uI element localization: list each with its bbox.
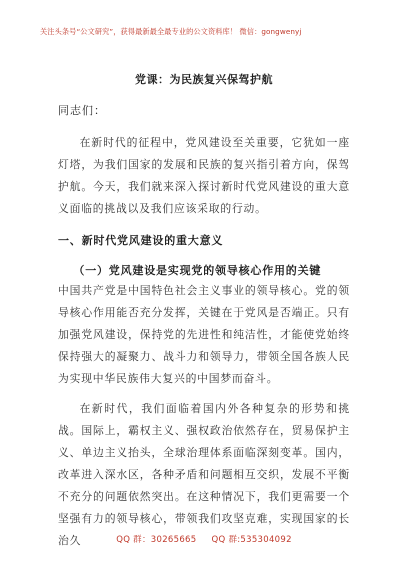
paragraph-spacer <box>58 390 350 398</box>
greeting: 同志们： <box>58 104 106 117</box>
footer-banner <box>0 534 408 546</box>
document-title: 党课：为民族复兴保驾护航 <box>135 73 273 86</box>
body-paragraph-2: 在新时代，我们面临着国内外各种复杂的形势和挑战。国际上，霸权主义、强权政治依然存在，贸易保护主义、单边主义抬头，全球治理体系面临深刻变革。国内，改革进入深水区，各种矛盾和问题相互交织，发展不平衡不充分的问题依然突出。在这种情况下，我们更需要一个坚强有力的领导核心，带领我们攻坚克难，实现国家的长治久 <box>58 402 350 547</box>
footer-qq-group-2: QQ 群:535304092 <box>211 535 292 545</box>
intro-paragraph: 在新时代的征程中，党风建设至关重要，它犹如一座灯塔，为我们国家的发展和民族的复兴指引着方向，保驾护航。今天，我们就来深入探讨新时代党风建设的重大意义面临的挑战以及我们应该采取的行动。 <box>58 136 350 215</box>
header-banner: 关注头条号“公文研究”，获得最新最全最专业的公文资料库！ 微信：gongwenyj <box>40 27 302 36</box>
footer-qq-group-1: QQ 群：30265665 <box>116 535 197 545</box>
document-body <box>58 62 350 552</box>
section-heading: 一、新时代党风建设的重大意义 <box>58 234 224 247</box>
subsection-heading: （一）党风建设是实现党的领导核心作用的关键 <box>73 264 322 277</box>
body-paragraph-1: 中国共产党是中国特色社会主义事业的领导核心。党的领导核心作用能否充分发挥，关键在于党风是否端正。只有加强党风建设，保持党的先进性和纯洁性，才能使党始终保持强大的凝聚力、战斗力和领导力，带领全国各族人民为实现中华民族伟大复兴的中国梦而奋斗。 <box>58 284 350 385</box>
